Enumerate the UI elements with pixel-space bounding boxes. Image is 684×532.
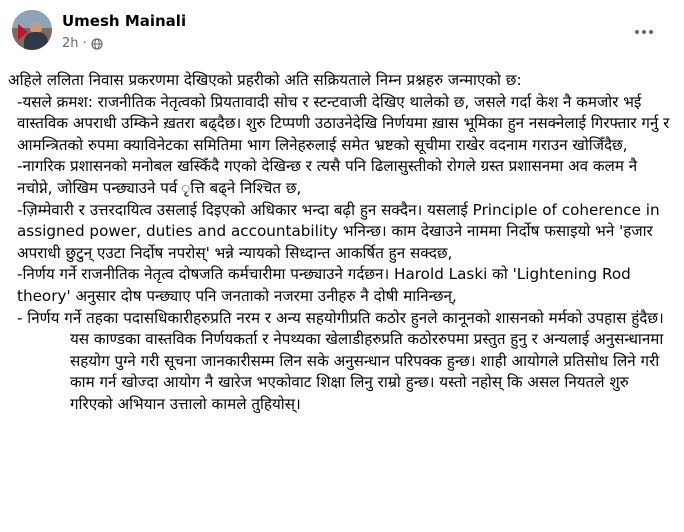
post-paragraph: -ज़िम्मेवारी र उत्तरदायित्व उसलाई दिइएको अधिकार भन्दा बढ़ी हुन सक्दैन। यसलाई Principle of coherence in assigned power, duties and accountability भनिन्छ। काम देखाउने नाममा निर्दोष फसाइयो भने 'हजार अपराधी छुटुन् एउटा निर्दोष नपरोस्' भन्ने न्यायको सिध्दान्त आकर्षित हुन सक्दछ, — [17, 200, 660, 262]
author-name[interactable]: Umesh Mainali — [62, 12, 187, 30]
post-paragraph: - निर्णय गर्ने तहका पदासधिकारीहरुप्रति नरम र अन्य सहयोगीप्रति कठोर हुनले कानूनको शासनको मर्मको उपहास हुंदैछ। — [17, 308, 664, 327]
post-paragraph: -यसले क्रमश: राजनीतिक नेतृत्वको प्रियतावादी सोच र स्टन्टवाजी देखिए थालेको छ, जसले गर्दा केश नै कमजोर भई वास्तविक अपराधी उम्किने ख़तरा बढ्दैछ। शुरु टिप्पणी उठाउनेदेखि निर्णयमा ख़ास भूमिका हुन नसक्नेलाई गिरफ्तार गर्नु र आमन्त्रितको रुपमा क्याविनेटका समितिमा भाग लिनेहरुलाई समेत भ्रष्टको सूचीमा राखेर वदनाम गराउन खोजिँदैछ, — [17, 92, 670, 154]
post-paragraph: अहिले ललिता निवास प्रकरणमा देखिएको प्रहरीको अति सक्रियताले निम्न प्रश्नहरु जन्माएको छ: — [8, 71, 522, 89]
post-meta — [62, 36, 103, 52]
meta-separator: · — [82, 36, 87, 51]
post-time[interactable]: 2h — [62, 36, 79, 51]
more-options-icon[interactable] — [628, 22, 660, 42]
post-paragraph: यस काण्डका वास्तविक निर्णयकर्ता र नेपथ्यका खेलाडीहरुप्रति कठोररुपमा प्रस्तुत हुनु र अन्यलाई अनुसन्धानमा सहयोग पुग्ने गरी सूचना जानकारीसम्म लिन सके अनुसन्धान परिपक्क हुन्छ। शाही आयोगले प्रतिसोध लिने गरी काम गर्न खोज्दा आयोग नै खारेज भएकोवाट शिक्षा लिनु राम्रो हुन्छ। यस्तो नहोस् कि असल नियतले शुरु गरिएको अभियान उत्तालो कामले तुहियोस्। — [70, 330, 664, 413]
post-paragraph: -नागरिक प्रशासनको मनोबल खस्किँदै गएको देखिन्छ र त्यसै पनि ढिलासुस्तीको रोगले ग्रस्त प्रशासनमा अव कलम नै नचोप्ने, जोखिम पन्छ्याउने पर्व ृत्ति बढ्ने निश्चित छ, — [17, 157, 638, 197]
avatar[interactable] — [12, 10, 52, 50]
globe-icon — [91, 38, 103, 50]
post-paragraph: -निर्णय गर्ने राजनीतिक नेतृत्व दोषजति कर्मचारीमा पन्छ्याउने गर्दछन। Harold Laski को 'Lightening Rod theory' अनुसार दोष पन्छ्याए पनि जनताको नजरमा उनीहरु नै दोषी मानिन्छन्, — [17, 265, 631, 305]
post-header — [0, 0, 684, 64]
post-body — [8, 70, 676, 416]
